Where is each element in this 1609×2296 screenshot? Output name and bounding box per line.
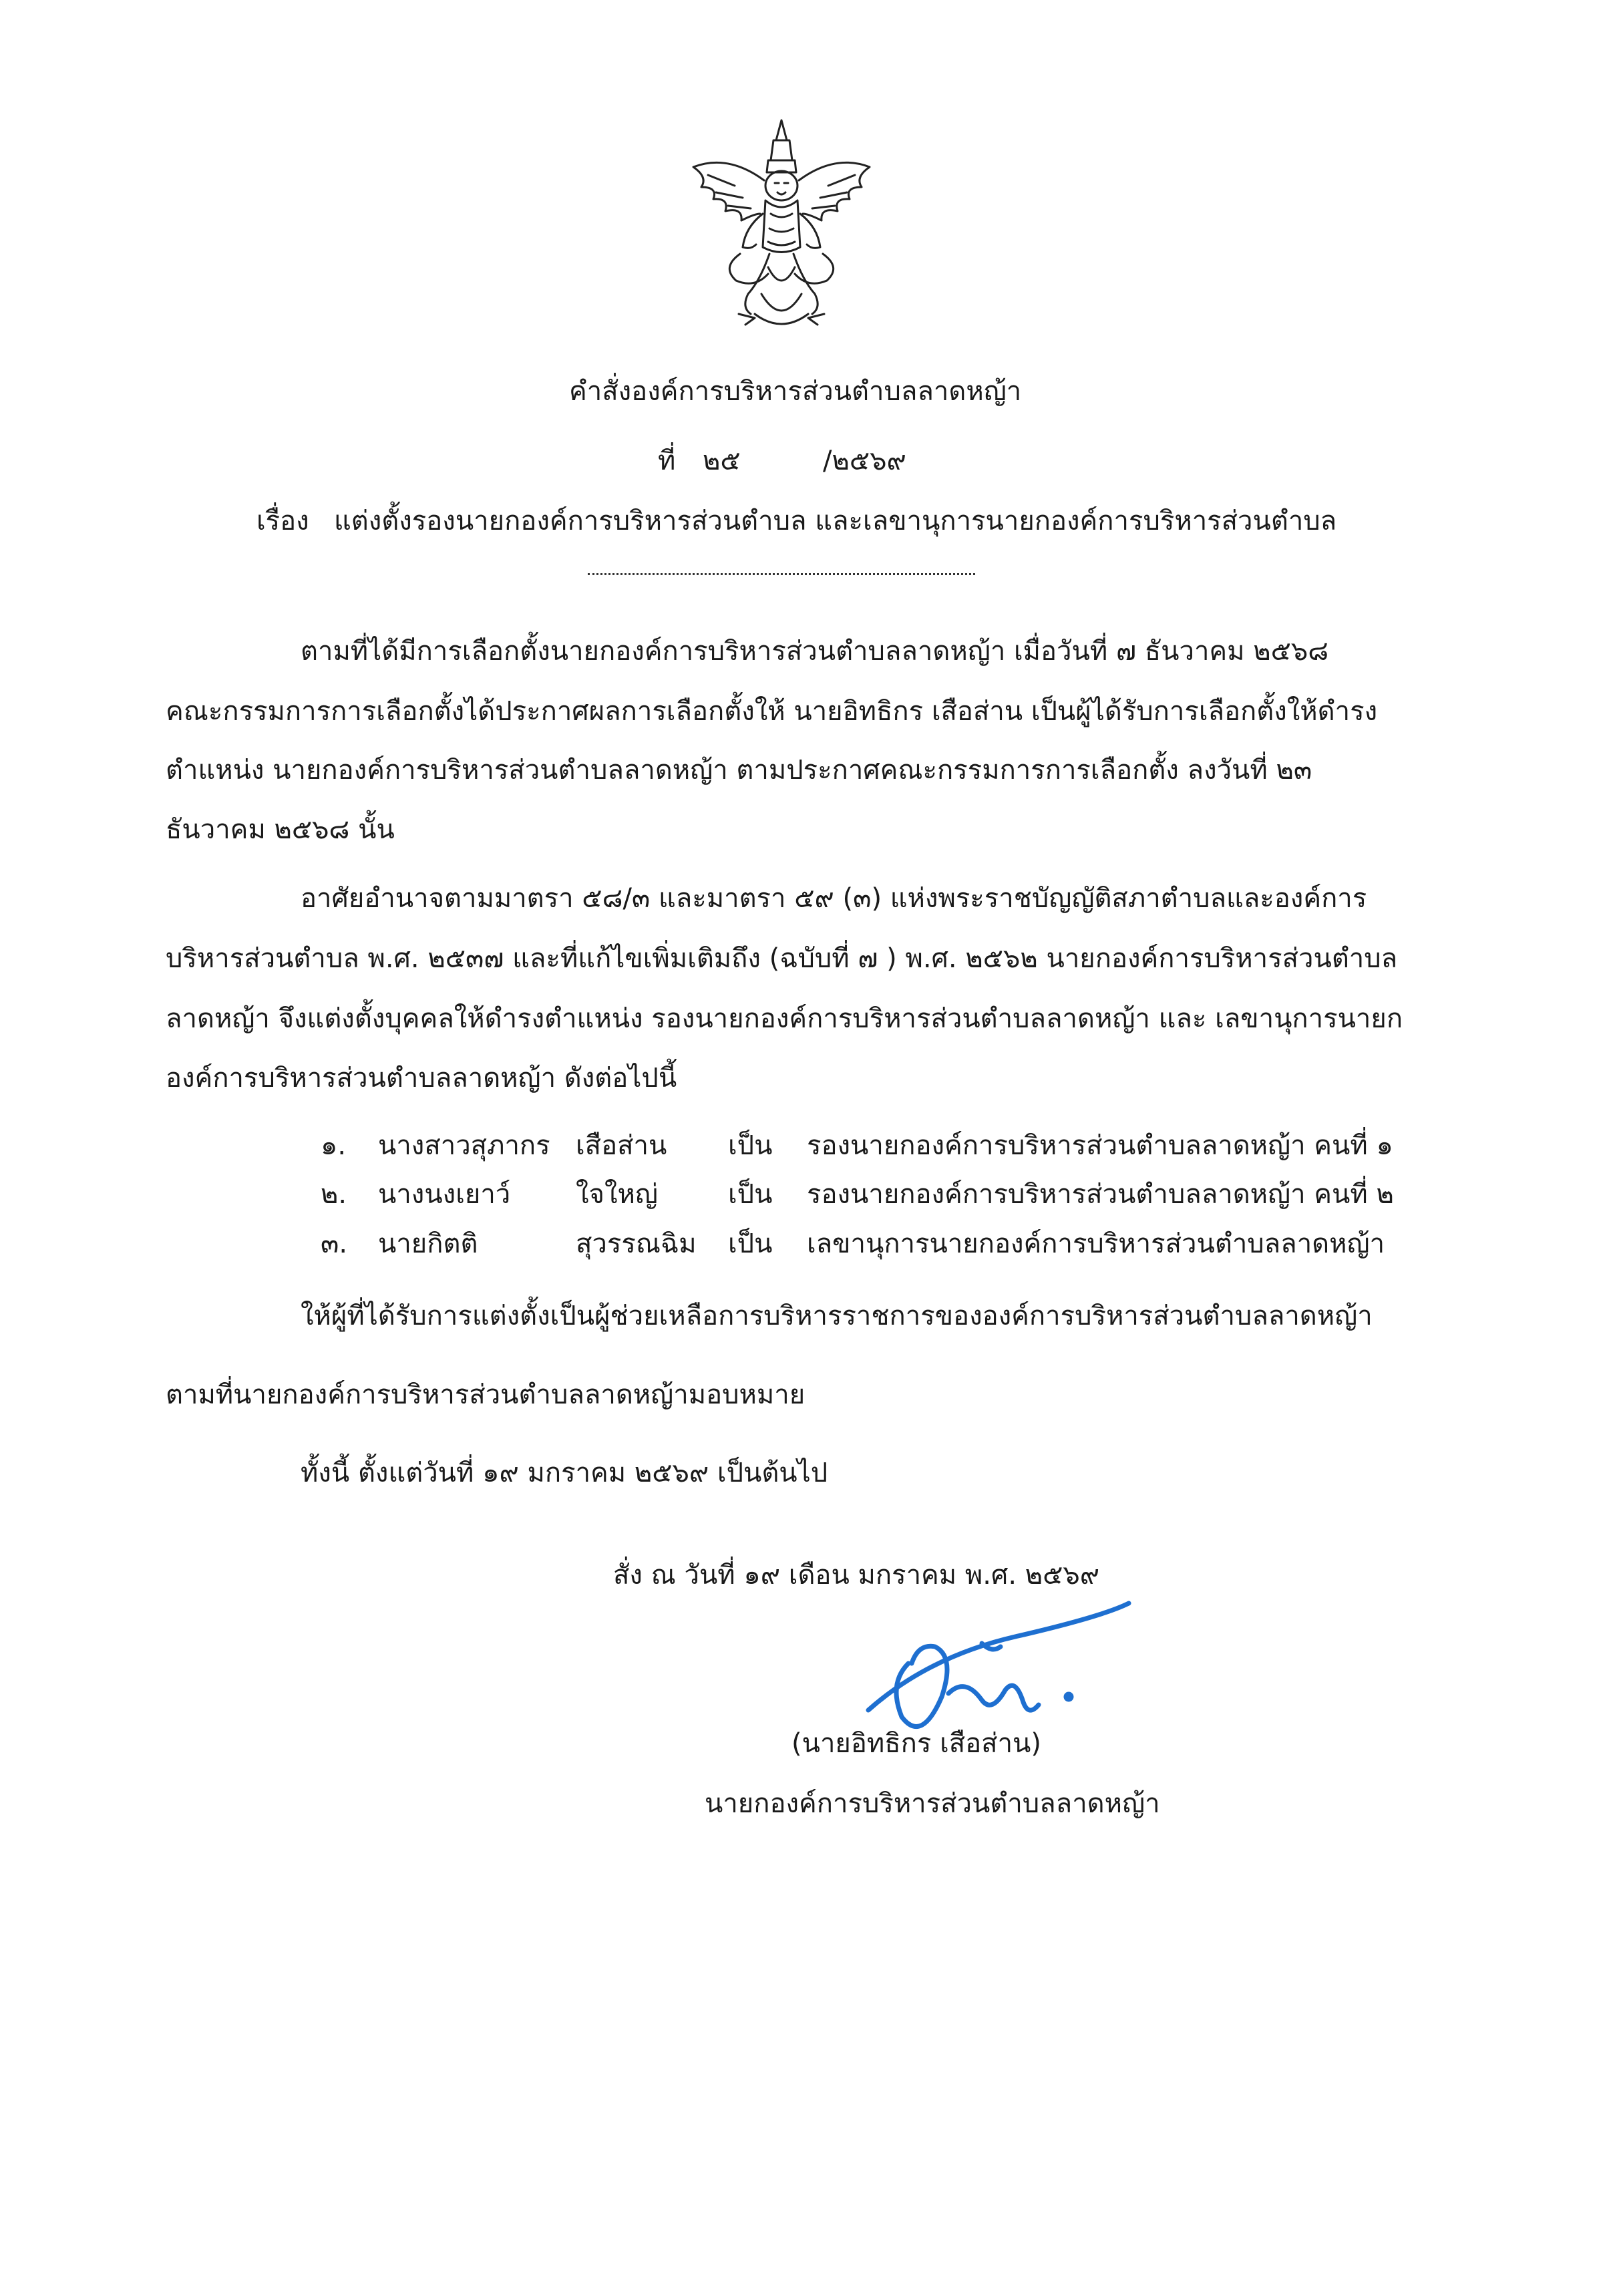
para2-line4: องค์การบริหารส่วนตำบลลาดหญ้า ดังต่อไปนี้ (166, 1063, 677, 1094)
appointee-as: เป็น (728, 1179, 773, 1210)
appointee-last-name: สุวรรณฉิม (576, 1228, 697, 1259)
garuda-emblem-icon (681, 114, 882, 334)
para1-line2: คณะกรรมการการเลือกตั้งได้ประกาศผลการเลือกตั้งให้ นายอิทธิกร เสือส่าน เป็นผู้ได้รับการเลือกตั้งให้ดำรง (166, 696, 1378, 727)
handwritten-signature (848, 1583, 1142, 1750)
appointee-number: ๑. (321, 1130, 347, 1161)
para2-line1: อาศัยอำนาจตามมาตรา ๕๘/๓ และมาตรา ๕๙ (๓) แห่งพระราชบัญญัติสภาตำบลและองค์การ (301, 883, 1367, 914)
para1-line1: ตามที่ได้มีการเลือกตั้งนายกองค์การบริหารส่วนตำบลลาดหญ้า เมื่อวันที่ ๗ ธันวาคม ๒๕๖๘ (301, 636, 1329, 667)
para2-line3: ลาดหญ้า จึงแต่งตั้งบุคคลให้ดำรงตำแหน่ง รองนายกองค์การบริหารส่วนตำบลลาดหญ้า และ เลขานุการนายก (166, 1003, 1403, 1034)
appointee-position: เลขานุการนายกองค์การบริหารส่วนตำบลลาดหญ้า (807, 1228, 1385, 1259)
order-year: /๒๕๖๙ (823, 446, 906, 476)
order-date: สั่ง ณ วันที่ ๑๙ เดือน มกราคม พ.ศ. ๒๕๖๙ (613, 1560, 1100, 1591)
appointee-position: รองนายกองค์การบริหารส่วนตำบลลาดหญ้า คนที่ ๑ (807, 1130, 1393, 1161)
subject-label: เรื่อง (256, 506, 309, 536)
para2-line2: บริหารส่วนตำบล พ.ศ. ๒๕๓๗ และที่แก้ไขเพิ่มเติมถึง (ฉบับที่ ๗ ) พ.ศ. ๒๕๖๒ นายกองค์การบริหารส่วนตำบล (166, 943, 1398, 974)
para1-line3: ตำแหน่ง นายกองค์การบริหารส่วนตำบลลาดหญ้า ตามประกาศคณะกรรมการการเลือกตั้ง ลงวันที่ ๒๓ (166, 755, 1312, 786)
para3-line2: ตามที่นายกองค์การบริหารส่วนตำบลลาดหญ้ามอบหมาย (166, 1379, 806, 1410)
appointee-first-name: นายกิตติ (378, 1228, 478, 1259)
signer-name: (นายอิทธิกร เสือส่าน) (791, 1728, 1042, 1759)
appointee-first-name: นางสาวสุภากร (378, 1130, 550, 1161)
appointee-position: รองนายกองค์การบริหารส่วนตำบลลาดหญ้า คนที่ ๒ (807, 1179, 1394, 1210)
para3-line1: ให้ผู้ที่ได้รับการแต่งตั้งเป็นผู้ช่วยเหลือการบริหารราชการขององค์การบริหารส่วนตำบลลาดหญ้า (301, 1301, 1373, 1331)
appointee-number: ๓. (321, 1228, 348, 1259)
signer-title: นายกองค์การบริหารส่วนตำบลลาดหญ้า (705, 1788, 1160, 1819)
appointee-first-name: นางนงเยาว์ (378, 1179, 511, 1210)
order-number: ๒๕ (703, 446, 741, 476)
order-number-prefix: ที่ (658, 446, 676, 476)
appointee-last-name: เสือส่าน (576, 1130, 667, 1161)
order-title: คำสั่งองค์การบริหารส่วนตำบลลาดหญ้า (569, 376, 1022, 407)
appointee-number: ๒. (321, 1179, 347, 1210)
para1-line4: ธันวาคม ๒๕๖๘ นั้น (166, 814, 395, 845)
appointee-as: เป็น (728, 1130, 773, 1161)
separator-dotted-line (588, 573, 975, 575)
appointee-last-name: ใจใหญ่ (576, 1179, 658, 1210)
subject-text: แต่งตั้งรองนายกองค์การบริหารส่วนตำบล และเลขานุการนายกองค์การบริหารส่วนตำบล (334, 506, 1337, 536)
effective-date: ทั้งนี้ ตั้งแต่วันที่ ๑๙ มกราคม ๒๕๖๙ เป็นต้นไป (301, 1458, 828, 1488)
appointee-as: เป็น (728, 1228, 773, 1259)
